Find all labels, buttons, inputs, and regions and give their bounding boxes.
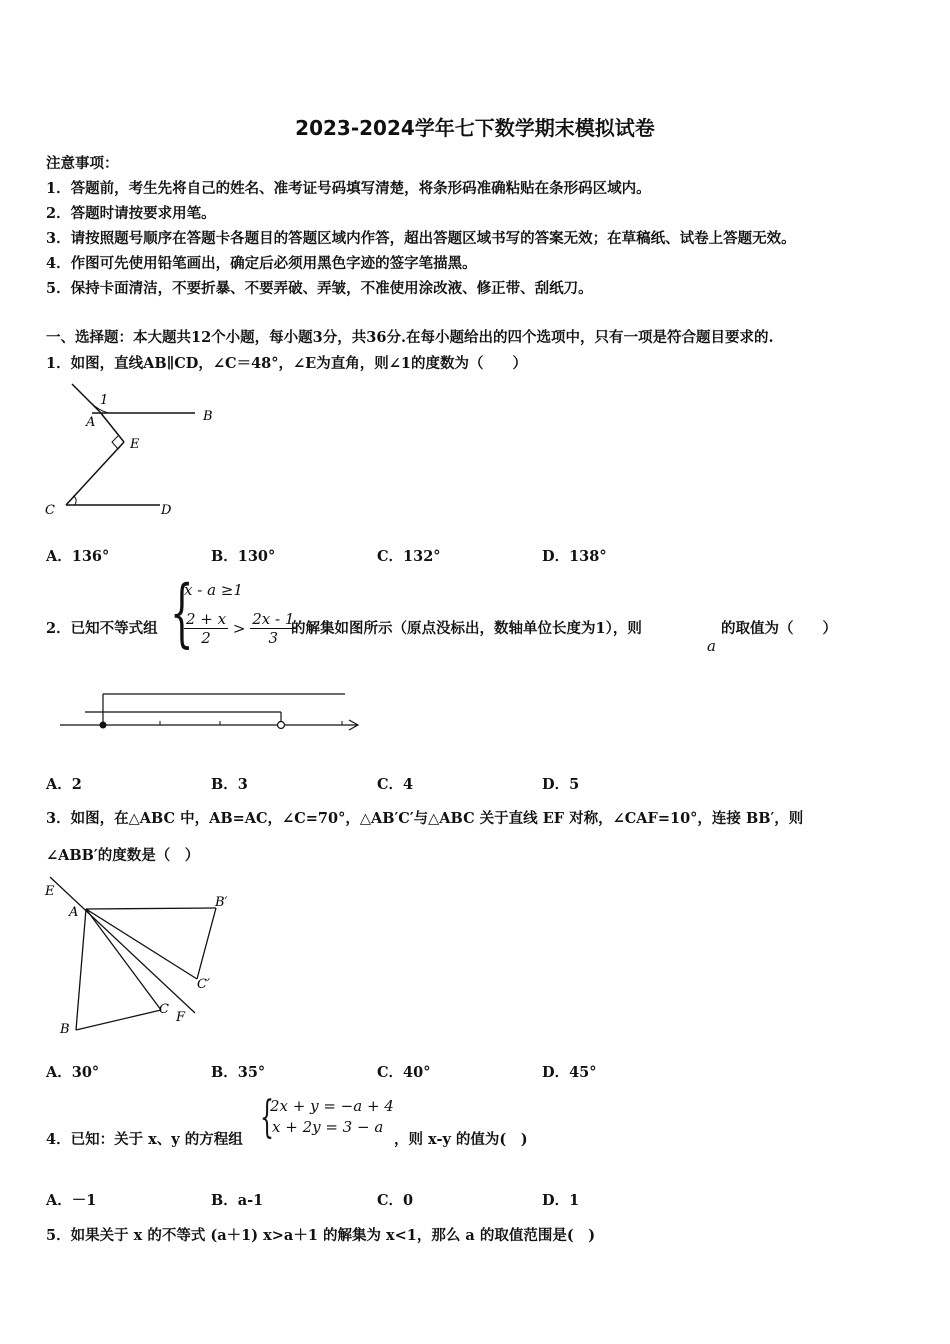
q1-option-d[interactable]: D．138° xyxy=(542,548,607,565)
q2-brace: { xyxy=(170,570,194,656)
q3-line-ef xyxy=(50,877,195,1013)
q3-option-b[interactable]: B．35° xyxy=(211,1064,266,1081)
q3-option-c[interactable]: C．40° xyxy=(377,1064,431,1081)
q1-label-c: C xyxy=(45,503,55,518)
q3-label-a: A xyxy=(69,905,79,920)
q2-option-a[interactable]: A．2 xyxy=(46,776,82,793)
q2-inequality-2 xyxy=(184,610,296,647)
q3-label-c1: C′ xyxy=(197,977,210,992)
q1-option-c[interactable]: C．132° xyxy=(377,548,441,565)
q3-label-b: B xyxy=(60,1022,70,1037)
q3-stem-line-2: ∠ABB′的度数是（ ） xyxy=(46,847,200,864)
q4-option-c[interactable]: C．0 xyxy=(377,1192,414,1209)
q3-line-b1c1 xyxy=(197,908,216,979)
notice-item-4: 4．作图可先使用铅笔画出，确定后必须用黑色字迹的签字笔描黑。 xyxy=(46,255,477,272)
q2-frac1-num: 2 + x xyxy=(186,610,227,628)
q1-line-ec xyxy=(66,442,124,505)
section-heading: 一、选择题：本大题共12个小题，每小题3分，共36分.在每小题给出的四个选项中，只有一项是符合题目要求的. xyxy=(46,329,774,346)
q3-label-c: C xyxy=(159,1002,169,1017)
q3-option-d[interactable]: D．45° xyxy=(542,1064,597,1081)
q1-stem: 1．如图，直线AB∥CD，∠C＝48°，∠E为直角，则∠1的度数为（ ） xyxy=(46,355,527,372)
q3-stem-line-1: 3．如图，在△ABC 中，AB=AC，∠C=70°，△AB′C′与△ABC 关于直线 EF 对称，∠CAF=10°，连接 BB′，则 xyxy=(46,810,804,827)
q3-line-ab1 xyxy=(86,908,216,909)
q2-option-d[interactable]: D．5 xyxy=(542,776,580,793)
q2-frac1-den: 2 xyxy=(201,629,211,647)
q2-solid-dot xyxy=(100,722,107,729)
notice-item-5: 5．保持卡面清洁，不要折暴、不要弄破、弄皱，不准使用涂改液、修正带、刮纸刀。 xyxy=(46,280,593,297)
q3-figure xyxy=(40,873,240,1042)
q2-fraction-right xyxy=(250,610,296,647)
q1-line-transversal xyxy=(72,384,100,412)
notice-heading: 注意事项： xyxy=(46,155,119,172)
q3-line-ab xyxy=(76,909,86,1030)
q2-frac2-num: 2x - 1 xyxy=(252,610,295,628)
q1-figure xyxy=(40,380,230,529)
q1-label-d: D xyxy=(161,503,172,518)
q3-line-bc xyxy=(76,1010,161,1030)
q3-label-e: E xyxy=(45,884,55,899)
q2-suffix: 的解集如图所示（原点没标出，数轴单位长度为1），则 xyxy=(291,620,642,637)
q1-line-ae xyxy=(100,412,124,442)
q2-gt-sign: > xyxy=(232,619,246,638)
q2-frac2-den: 3 xyxy=(268,629,279,647)
q2-var-a: a xyxy=(707,637,716,655)
q4-prefix: 4．已知：关于 x、y 的方程组 xyxy=(46,1131,243,1148)
q1-option-b[interactable]: B．130° xyxy=(211,548,276,565)
q2-open-dot xyxy=(278,722,285,729)
q3-option-a[interactable]: A．30° xyxy=(46,1064,100,1081)
q4-brace: { xyxy=(260,1092,274,1143)
q2-inequality-1: x - a ≥1 xyxy=(184,581,243,599)
q2-option-b[interactable]: B．3 xyxy=(211,776,248,793)
q1-label-a: A xyxy=(86,415,96,430)
page-title: 2023-2024学年七下数学期末模拟试卷 xyxy=(295,116,655,140)
q4-suffix: ，则 x-y 的值为( ) xyxy=(394,1131,528,1148)
q4-equation-2: x + 2y = 3 − a xyxy=(272,1118,384,1136)
notice-item-2: 2．答题时请按要求用笔。 xyxy=(46,205,216,222)
q4-equation-1: 2x + y = −a + 4 xyxy=(270,1097,394,1115)
q4-option-b[interactable]: B．a-1 xyxy=(211,1192,264,1209)
q4-option-d[interactable]: D．1 xyxy=(542,1192,580,1209)
q3-line-ac1 xyxy=(86,909,197,979)
q1-label-1: 1 xyxy=(100,393,109,408)
q2-prefix: 2．已知不等式组 xyxy=(46,620,158,637)
q1-option-a[interactable]: A．136° xyxy=(46,548,110,565)
q3-label-f: F xyxy=(176,1010,186,1025)
q3-line-ac xyxy=(86,909,161,1010)
q2-fraction-left xyxy=(184,610,228,647)
q5-stem: 5．如果关于 x 的不等式 (a＋1) x>a＋1 的解集为 x<1，那么 a 的取值范围是( ) xyxy=(46,1227,596,1244)
q2-tail: 的取值为（ ） xyxy=(721,620,837,637)
notice-item-1: 1．答题前，考生先将自己的姓名、准考证号码填写清楚，将条形码准确粘贴在条形码区域内。 xyxy=(46,180,651,197)
q1-label-e: E xyxy=(130,437,140,452)
q3-label-b1: B′ xyxy=(215,895,228,910)
notice-item-3: 3．请按照题号顺序在答题卡各题目的答题区域内作答，超出答题区域书写的答案无效；在草稿纸、试卷上答题无效。 xyxy=(46,230,796,247)
q1-right-angle-mark xyxy=(112,436,124,449)
q2-option-c[interactable]: C．4 xyxy=(377,776,414,793)
q4-option-a[interactable]: A．－1 xyxy=(46,1192,97,1209)
q2-number-line xyxy=(55,685,370,744)
q1-label-b: B xyxy=(203,409,213,424)
